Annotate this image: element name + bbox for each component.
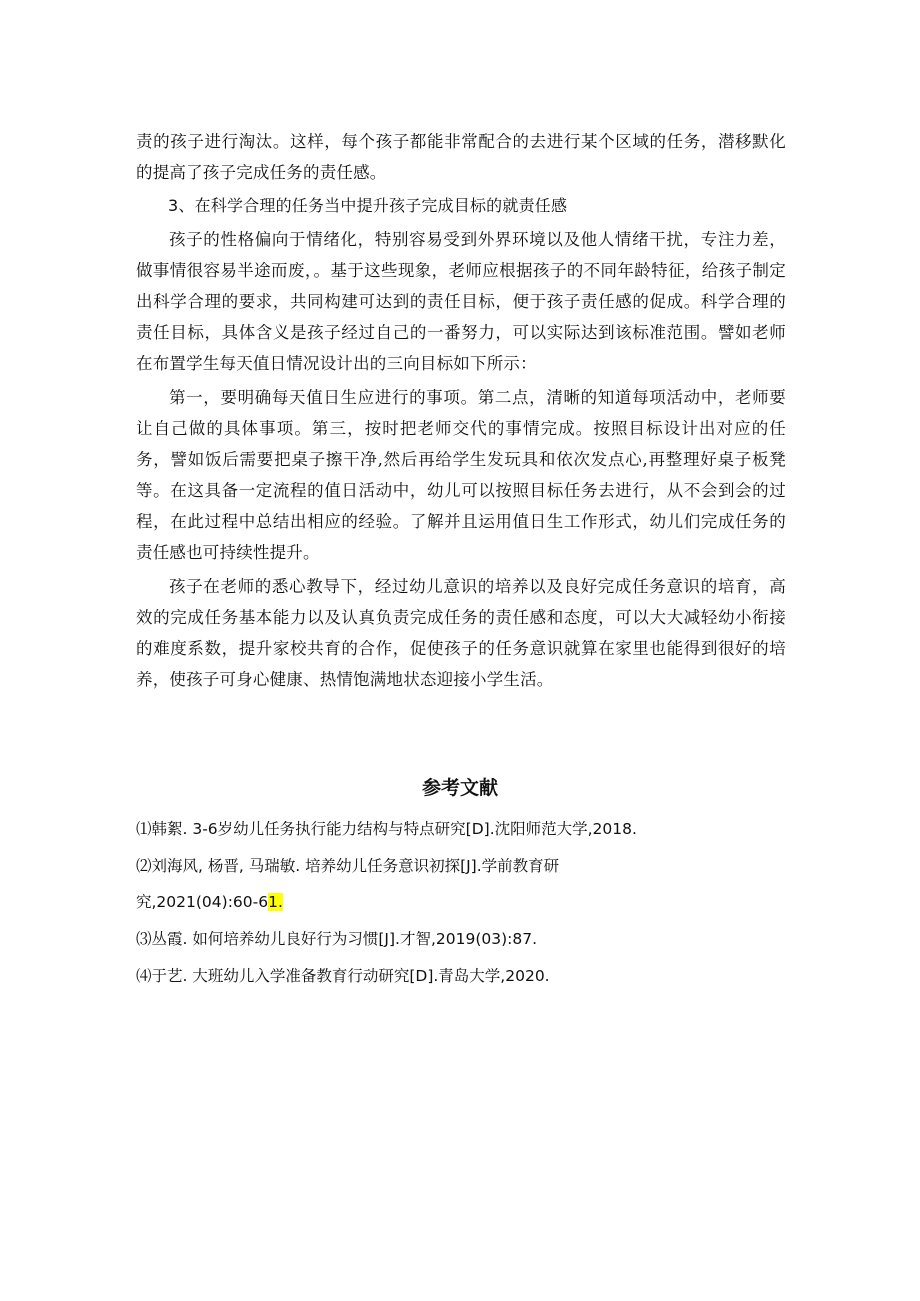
paragraph-conclusion: 孩子在老师的悉心教导下，经过幼儿意识的培养以及良好完成任务意识的培育，高效的完成任务基本能力以及认真负责完成任务的责任感和态度，可以大大减轻幼小衔接的难度系数，提升家校共育的合作，促使孩子的任务意识就算在家里也能得到很好的培养，使孩子可身心健康、热情饱满地状态迎接小学生活。 [136, 577, 786, 689]
references-title: 参考文献 [421, 777, 498, 799]
section-heading: 3、在科学合理的任务当中提升孩子完成目标的就责任感 [168, 196, 568, 215]
paragraph-continuation: 责的孩子进行淘汰。这样，每个孩子都能非常配合的去进行某个区域的任务，潜移默化的提高了孩子完成任务的责任感。 [136, 132, 786, 182]
reference-item-1: ⑴韩絮. 3-6岁幼儿任务执行能力结构与特点研究[D].沈阳师范大学,2018. [136, 820, 637, 838]
body-text-block [136, 126, 786, 695]
paragraph-duty-steps: 第一，要明确每天值日生应进行的事项。第二点，清晰的知道每项活动中，老师要让自己做的具体事项。第三，按时把老师交代的事情完成。按照目标设计出对应的任务，譬如饭后需要把桌子擦干净,然后再给学生发玩具和依次发点心,再整理好桌子板凳等。在这具备一定流程的值日活动中，幼儿可以按照目标任务去进行，从不会到会的过程，在此过程中总结出相应的经验。了解并且运用值日生工作形式，幼儿们完成任务的责任感也可持续性提升。 [136, 388, 786, 562]
reference-item-4: ⑷于艺. 大班幼儿入学准备教育行动研究[D].青岛大学,2020. [136, 967, 550, 985]
highlighted-text: 1. [268, 893, 283, 911]
reference-item-2-text: 究,2021(04):60-6 [136, 893, 269, 911]
reference-item-2-line-1: ⑵刘海风, 杨晋, 马瑞敏. 培养幼儿任务意识初探[J].学前教育研 [136, 857, 560, 875]
reference-item-3: ⑶丛霞. 如何培养幼儿良好行为习惯[J].才智,2019(03):87. [136, 930, 538, 948]
reference-item-2-line-2 [136, 889, 283, 915]
paragraph-personality: 孩子的性格偏向于情绪化，特别容易受到外界环境以及他人情绪干扰，专注力差，做事情很容易半途而废，。基于这些现象，老师应根据孩子的不同年龄特征，给孩子制定出科学合理的要求，共同构建可达到的责任目标，便于孩子责任感的促成。科学合理的责任目标，具体含义是孩子经过自己的一番努力，可以实际达到该标准范围。譬如老师在布置学生每天值日情况设计出的三向目标如下所示： [136, 230, 786, 373]
